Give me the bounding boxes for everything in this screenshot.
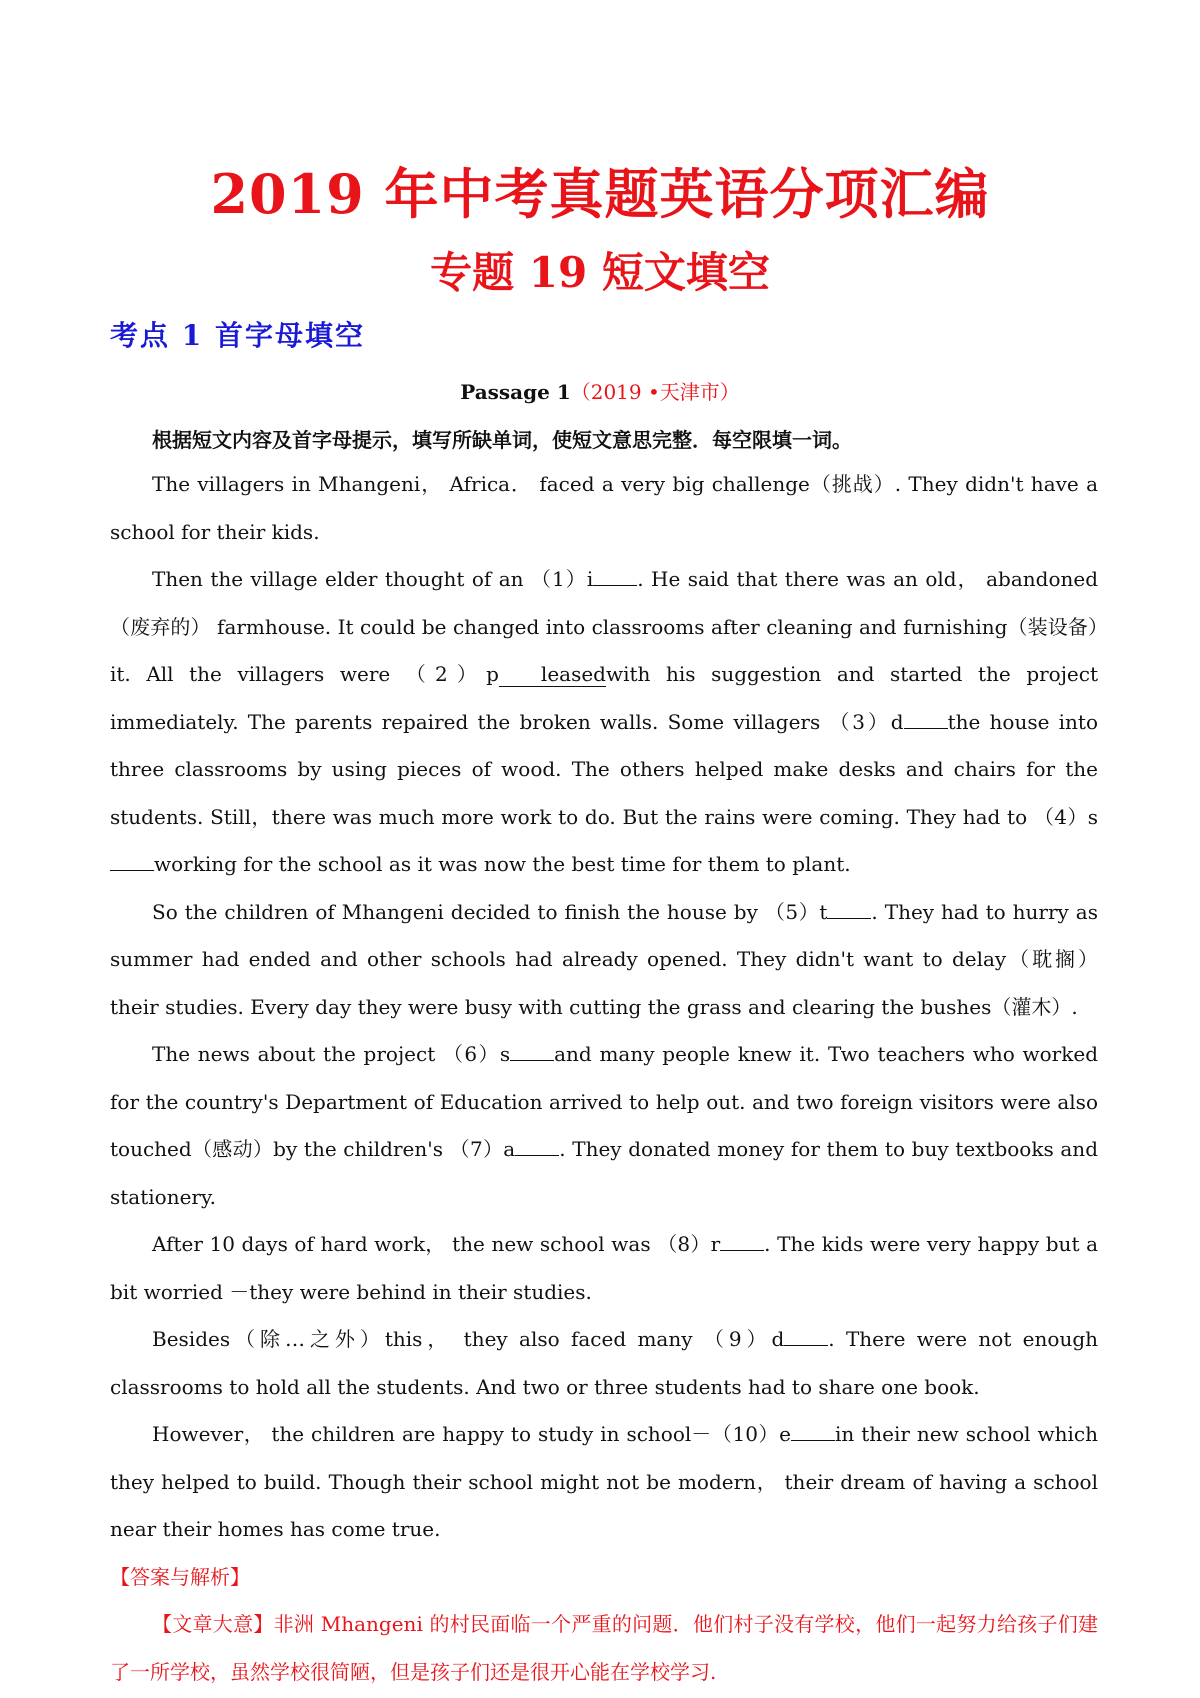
text-segment: However， the children are happy to study in school－（10）e (152, 1422, 791, 1446)
answer-summary: 【文章大意】非洲 Mhangeni 的村民面临一个严重的问题．他们村子没有学校，他们一起努力给孩子们建了一所学校，虽然学校很简陋，但是孩子们还是很开心能在学校学习. (110, 1612, 1098, 1684)
document-title: 2019 年中考真题英语分项汇编 (210, 162, 990, 226)
text-segment: After 10 days of hard work， the new school was （8）r (152, 1232, 721, 1256)
section-heading: 考点 1 首字母填空 (110, 319, 365, 352)
paragraph-6 (110, 1316, 1098, 1411)
text-segment: The news about the project （6）s (152, 1042, 511, 1066)
text-segment: So the children of Mhangeni decided to finish the house by （5）t (152, 899, 828, 924)
text-segment: working for the school as it was now the best time for them to plant. (154, 852, 851, 876)
text-segment: . They had to hurry as summer had ended and other schools had already opened. They didn't want to delay（耽搁） their studies. Every day they were busy with cutting the grass and clearing the bushes（灌木）. (110, 899, 1098, 1019)
blank-10[interactable] (791, 1440, 835, 1441)
text-segment: . There were not enough classrooms to hold all the students. And two or three students had to share one book. (110, 1327, 1099, 1399)
answer-header: 【答案与解析】 (110, 1564, 250, 1589)
paragraph-1: The villagers in Mhangeni， Africa． faced a very big challenge（挑战）. They didn't have a school for their kids. (110, 472, 1098, 544)
blank-8[interactable] (720, 1250, 764, 1251)
document-subtitle: 专题 19 短文填空 (430, 248, 770, 297)
text-segment: . They donated money for them to buy textbooks and stationery. (110, 1137, 1098, 1209)
text-segment: the house into three classrooms by using pieces of wood. The others helped make desks and chairs for the students. Still，there was much more work to do. But the rains were coming. They had to （4）s (110, 709, 1099, 829)
text-segment: with his suggestion and started the project immediately. The parents repaired the broken walls. Some villagers （3）d (110, 662, 1099, 734)
blank-4[interactable] (110, 870, 154, 871)
paragraph-2 (110, 556, 1098, 889)
blank-7[interactable] (515, 1155, 559, 1156)
blank-1[interactable] (593, 585, 637, 586)
paragraph-4 (110, 1031, 1098, 1221)
text-segment: and many people knew it. Two teachers who worked for the country's Department of Education arrived to help out. and two foreign visitors were also touched（感动）by the children's （7）a (110, 1042, 1098, 1161)
paragraph-3 (110, 889, 1098, 1032)
passage-source: （2019 •天津市） (570, 380, 740, 404)
passage-instruction: 根据短文内容及首字母提示，填写所缺单词，使短文意思完整．每空限填一词。 (152, 428, 852, 452)
blank-3[interactable] (904, 728, 948, 729)
text-segment: in their new school which they helped to build. Though their school might not be modern， their dream of having a school near their homes has come true. (110, 1422, 1098, 1541)
blank-2[interactable]: leased (499, 662, 606, 687)
text-segment: . The kids were very happy but a bit worried －they were behind in their studies. (110, 1232, 1098, 1304)
paragraph-5 (110, 1221, 1098, 1316)
blank-5[interactable] (827, 918, 871, 919)
passage-body (110, 461, 1098, 1696)
passage-label: Passage 1 (460, 380, 571, 404)
text-segment: Then the village elder thought of an （1）i (152, 567, 594, 591)
paragraph-7 (110, 1411, 1098, 1554)
blank-9[interactable] (784, 1345, 828, 1346)
passage-title (0, 376, 1200, 405)
text-segment: . He said that there was an old， abandoned （废弃的） farmhouse. It could be changed into classrooms after cleaning and furnishing（装设备）it. All the villagers were （2）p (110, 567, 1099, 686)
blank-6[interactable] (510, 1060, 554, 1061)
text-segment: Besides（除…之外）this， they also faced many （9）d (152, 1327, 785, 1351)
